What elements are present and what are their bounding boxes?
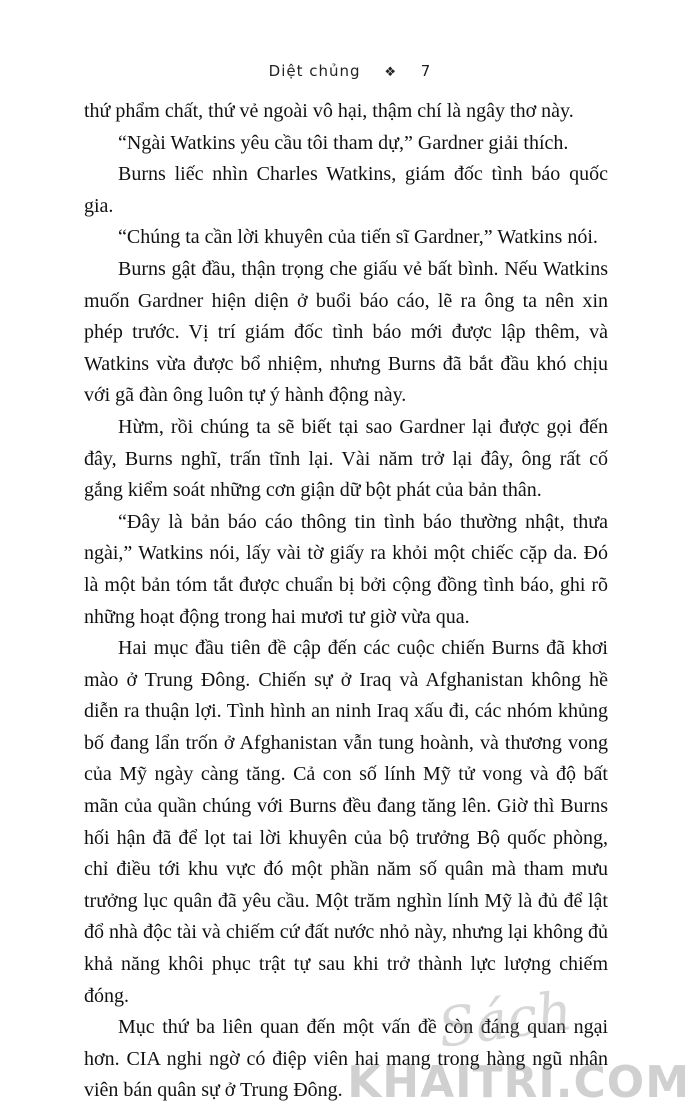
page-number: 7: [420, 62, 432, 80]
paragraph: “Ngài Watkins yêu cầu tôi tham dự,” Gardner giải thích.: [118, 131, 569, 154]
paragraph: “Đây là bản báo cáo thông tin tình báo thường nhật, thưa ngài,” Watkins nói, lấy vài tờ giấy ra khỏi một chiếc cặp da. Đó là một bản tóm tắt được chuẩn bị bởi cộng đồng tình báo, ghi rõ những hoạt động trong hai mươi tư giờ vừa qua.: [84, 510, 608, 628]
paragraph: Hừm, rồi chúng ta sẽ biết tại sao Gardner lại được gọi đến đây, Burns nghĩ, trấn tĩnh lại. Vài năm trở lại đây, ông rất cố gắng kiểm soát những cơn giận dữ bột phát của bản thân.: [84, 415, 608, 502]
watermark-script: Sách: [434, 978, 576, 1061]
running-header: [0, 62, 700, 80]
paragraph: Burns gật đầu, thận trọng che giấu vẻ bất bình. Nếu Watkins muốn Gardner hiện diện ở buổi báo cáo, lẽ ra ông ta nên xin phép trước. Vị trí giám đốc tình báo mới được lập thêm, và Watkins vừa được bổ nhiệm, nhưng Burns đã bắt đầu khó chịu với gã đàn ông luôn tự ý hành động này.: [84, 257, 608, 407]
paragraph: Burns liếc nhìn Charles Watkins, giám đốc tình báo quốc gia.: [84, 163, 608, 217]
paragraph: Hai mục đầu tiên đề cập đến các cuộc chiến Burns đã khơi mào ở Trung Đông. Chiến sự ở Iraq và Afghanistan không hề diễn ra thuận lợi. Tình hình an ninh Iraq xấu đi, các nhóm khủng bố đang lẩn trốn ở Afghanistan vẫn tung hoành, và thương vong của Mỹ ngày càng tăng. Cả con số lính Mỹ tử vong và độ bất mãn của quần chúng với Burns đều đang tăng lên. Giờ thì Burns hối hận đã để lọt tai lời khuyên của bộ trưởng Bộ quốc phòng, chỉ điều tới khu vực đó một phần năm số quân mà tham mưu trưởng lục quân đã yêu cầu. Một trăm nghìn lính Mỹ là đủ để lật đổ nhà độc tài và chiếm cứ đất nước nhỏ này, nhưng lại không đủ khả năng khôi phục trật tự sau khi trở thành lực lượng chiếm đóng.: [84, 637, 608, 1007]
watermark-brand: KHAITRI.COM: [347, 1057, 690, 1108]
paragraph: “Chúng ta cần lời khuyên của tiến sĩ Gardner,” Watkins nói.: [118, 226, 598, 249]
book-title: Diệt chủng: [268, 62, 361, 80]
page-body: [84, 96, 608, 1107]
ornament-separator-icon: ❖: [384, 65, 397, 80]
paragraph: thứ phẩm chất, thứ vẻ ngoài vô hại, thậm chí là ngây thơ này.: [84, 100, 574, 122]
paragraph: Mục thứ ba liên quan đến một vấn đề còn đáng quan ngại hơn. CIA nghi ngờ có điệp viên hai mang trong hàng ngũ nhân viên bán quân sự ở Trung Đông.: [84, 1016, 608, 1102]
